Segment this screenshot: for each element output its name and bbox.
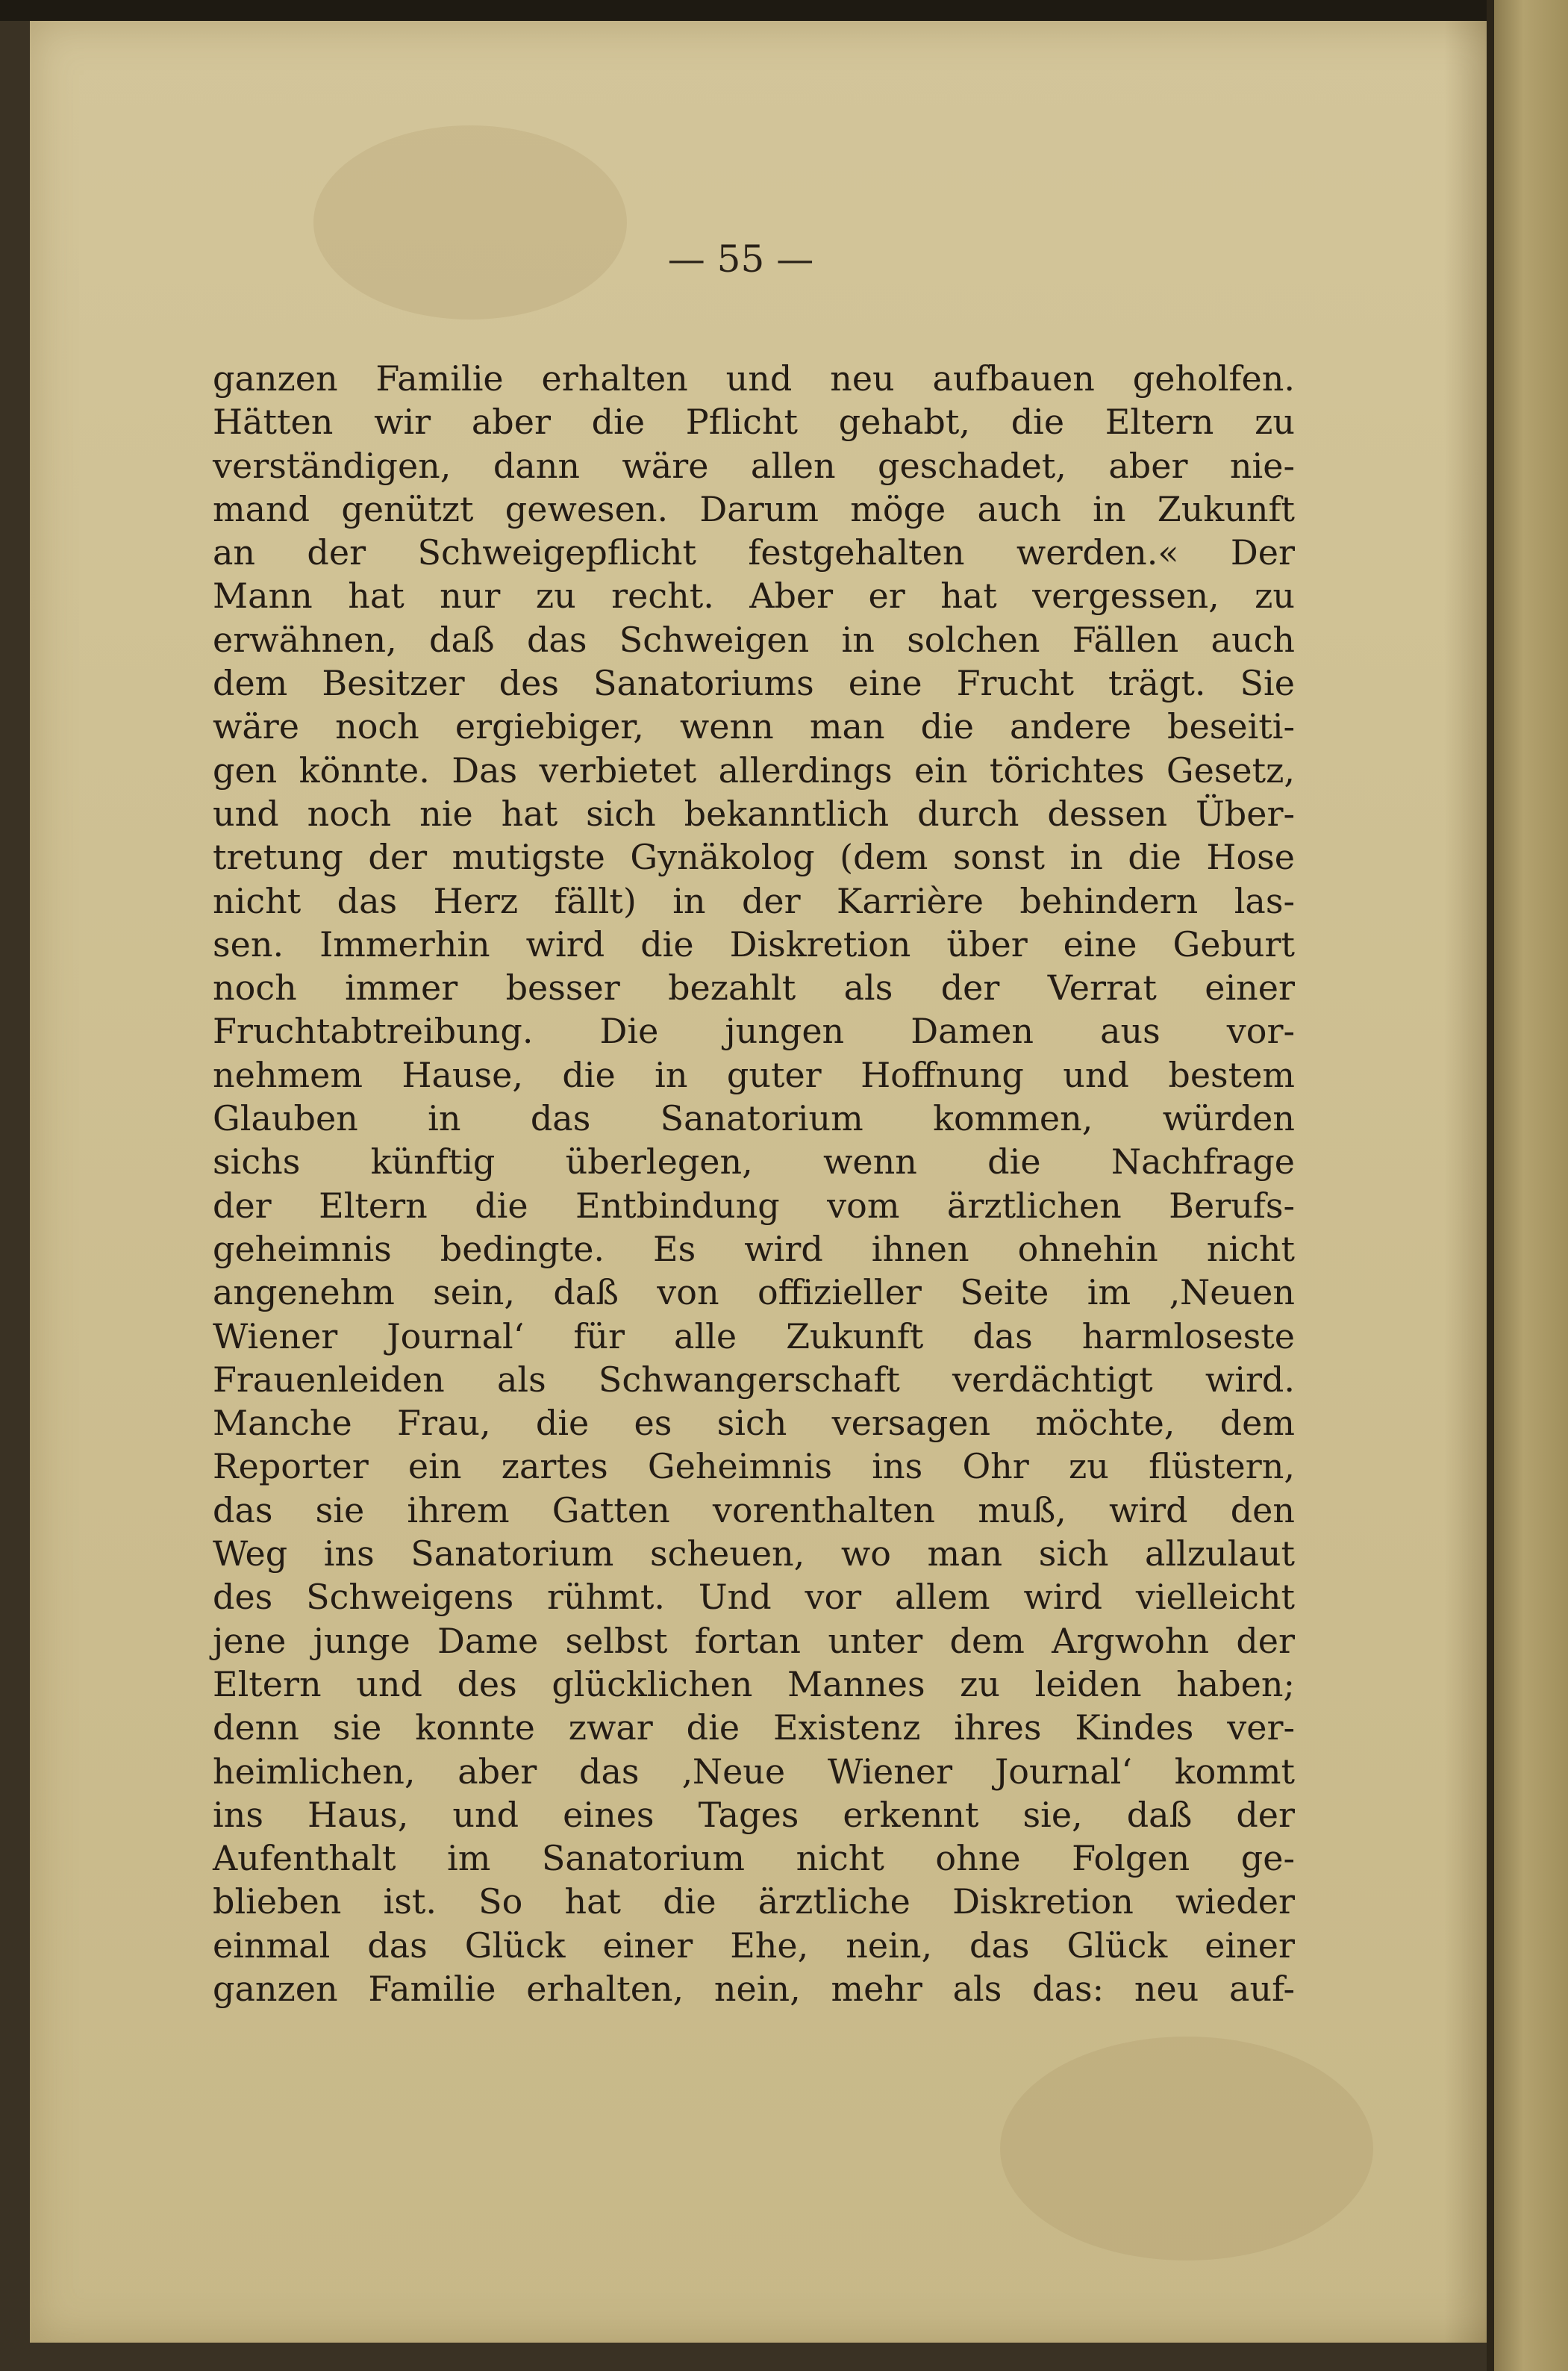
scan-top-border xyxy=(0,0,1568,21)
text-line: mand genützt gewesen. Darum möge auch in Zukunft xyxy=(213,488,1295,529)
text-line: Glauben in das Sanatorium kommen, würden xyxy=(213,1098,1295,1139)
text-line: Mann hat nur zu recht. Aber er hat vergessen, zu xyxy=(213,576,1295,617)
text-line: tretung der mutigste Gynäkolog (dem sonst in die Hose xyxy=(213,837,1295,878)
text-line: Eltern und des glücklichen Mannes zu leiden haben; xyxy=(213,1663,1295,1704)
text-line: erwähnen, daß das Schweigen in solchen Fällen auch xyxy=(213,619,1295,660)
page-number: — 55 — xyxy=(667,237,814,281)
text-line: noch immer besser bezahlt als der Verrat einer xyxy=(213,968,1295,1009)
text-line: nicht das Herz fällt) in der Karrière behindern las- xyxy=(213,880,1295,921)
text-line: an der Schweigepflicht festgehalten werden.« Der xyxy=(213,532,1295,573)
text-line: der Eltern die Entbindung vom ärztlichen Berufs- xyxy=(213,1185,1295,1226)
text-line: blieben ist. So hat die ärztliche Diskretion wieder xyxy=(213,1881,1295,1922)
text-line: heimlichen, aber das ‚Neue Wiener Journal‘ kommt xyxy=(213,1751,1295,1792)
text-line: des Schweigens rühmt. Und vor allem wird vielleicht xyxy=(213,1577,1295,1618)
text-line: Wiener Journal‘ für alle Zukunft das harmloseste xyxy=(213,1315,1295,1356)
adjacent-page-edge xyxy=(1494,0,1568,2371)
text-line: sen. Immerhin wird die Diskretion über eine Geburt xyxy=(213,923,1295,965)
text-line: denn sie konnte zwar die Existenz ihres Kindes ver- xyxy=(213,1707,1295,1748)
text-line: gen könnte. Das verbietet allerdings ein törichtes Gesetz, xyxy=(213,750,1295,791)
body-text xyxy=(213,357,1295,2010)
text-line: dem Besitzer des Sanatoriums eine Frucht trägt. Sie xyxy=(213,663,1295,704)
text-line: Manche Frau, die es sich versagen möchte, dem xyxy=(213,1403,1295,1444)
text-line: jene junge Dame selbst fortan unter dem Argwohn der xyxy=(213,1620,1295,1661)
text-line: nehmem Hause, die in guter Hoffnung und bestem xyxy=(213,1054,1295,1095)
text-line: Reporter ein zartes Geheimnis ins Ohr zu flüstern, xyxy=(213,1446,1295,1487)
text-line: angenehm sein, daß von offizieller Seite im ‚Neuen xyxy=(213,1272,1295,1313)
paper-stain xyxy=(1000,2037,1373,2261)
text-line: sichs künftig überlegen, wenn die Nachfrage xyxy=(213,1141,1295,1183)
text-line: Aufenthalt im Sanatorium nicht ohne Folgen ge- xyxy=(213,1838,1295,1879)
text-line: Hätten wir aber die Pflicht gehabt, die Eltern zu xyxy=(213,402,1295,443)
text-line: Fruchtabtreibung. Die jungen Damen aus vor- xyxy=(213,1011,1295,1052)
text-line: Frauenleiden als Schwangerschaft verdächtigt wird. xyxy=(213,1359,1295,1400)
text-line: und noch nie hat sich bekanntlich durch dessen Über- xyxy=(213,793,1295,834)
paper-stain xyxy=(313,125,627,320)
page-fold xyxy=(1487,0,1494,2371)
text-line: verständigen, dann wäre allen geschadet, aber nie- xyxy=(213,445,1295,486)
text-line: geheimnis bedingte. Es wird ihnen ohnehin nicht xyxy=(213,1228,1295,1269)
text-line: ganzen Familie erhalten, nein, mehr als das: neu auf- xyxy=(213,1968,1295,2009)
text-line: Weg ins Sanatorium scheuen, wo man sich allzulaut xyxy=(213,1533,1295,1574)
text-line: ins Haus, und eines Tages erkennt sie, daß der xyxy=(213,1794,1295,1835)
text-line: das sie ihrem Gatten vorenthalten muß, wird den xyxy=(213,1489,1295,1530)
text-line: ganzen Familie erhalten und neu aufbauen geholfen. xyxy=(213,358,1295,399)
text-line: einmal das Glück einer Ehe, nein, das Glück einer xyxy=(213,1925,1295,1966)
text-line: wäre noch ergiebiger, wenn man die andere beseiti- xyxy=(213,706,1295,747)
